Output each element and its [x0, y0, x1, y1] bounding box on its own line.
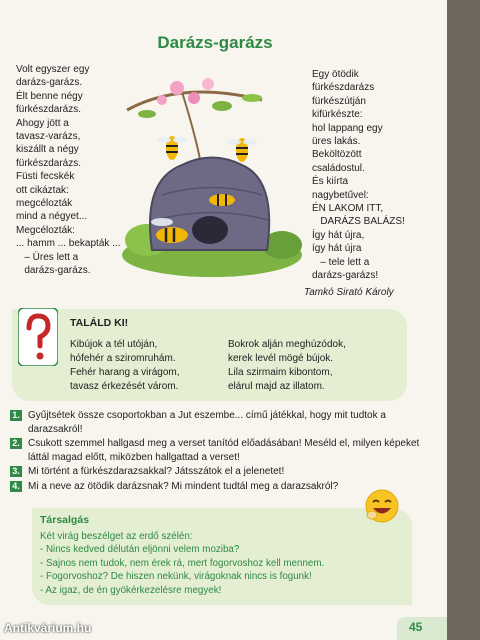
page-title: Darázs-garázs	[157, 33, 273, 52]
watermark: Antikvárium.hu	[4, 621, 92, 635]
poem-author: Tamkó Sirató Károly	[304, 287, 394, 298]
page-number: 45	[409, 620, 423, 634]
task-number: 3.	[10, 466, 22, 477]
wasp-nest-illustration	[122, 70, 302, 280]
task-list	[10, 409, 430, 494]
task-number: 4.	[10, 481, 22, 492]
question-mark-icon	[18, 308, 58, 366]
task-number: 2.	[10, 438, 22, 449]
dialog-title: Társalgás	[40, 514, 90, 526]
riddle-right: Bokrok alján meghúzódok, kerek levél mögé bújok. Lila szirmaim kibontom, elárul majd az illatom.	[228, 339, 346, 392]
task-text: Gyűjtsétek össze csoportokban a Jut eszembe... című játékkal, hogy mit tudtok a darazsakról!	[28, 410, 386, 435]
dialog-text: Két virág beszélget az erdő szélén: - Nincs kedved délután eljönni velem moziba? - Sajnos nem tudok, nem érek rá, mert fogorvoshoz kell mennem. - Fogorvoshoz? De hiszen nekünk, virágoknak nincs is fogunk! - Az igaz, de én gyökérkezelésre megyek!	[40, 531, 325, 596]
task-item	[10, 409, 430, 436]
wasp	[209, 194, 235, 206]
poem-right-column: Egy ötödik fürkészdarázs fürkészútján kifürkészte: hol lappang egy üres lakás. Beköltözött családostul. És kiírta nagybetűvel: ÉN LAKOM ITT, DARÁZS BALÁZS! Így hát újra, így hát újra – tele lett a darázs-garázs!	[312, 69, 405, 282]
task-text: Csukott szemmel hallgasd meg a verset tanítód előadásában! Meséld el, milyen képeket láttál magad előtt, miközben hallgattad a verset!	[28, 438, 420, 463]
riddle-left: Kibújok a tél utóján, hófehér a sziromruhám. Fehér harang a virágom, tavasz érkezését várom.	[70, 339, 180, 392]
poem-left-column: Volt egyszer egy darázs-garázs. Élt benne négy fürkészdarázs. Ahogy jött a tavasz-varázs, kiszállt a négy fürkészdarázs. Füsti fecskék ott cikáztak: megcélozták mind a négyet... Megcélozták: ... hamm ... bekapták ... – Üres lett a darázs-garázs.	[16, 64, 121, 277]
wasp	[227, 138, 257, 162]
riddle-title: TALÁLD KI!	[70, 317, 129, 329]
task-text: Mi a neve az ötödik darázsnak? Mi mindent tudtál meg a darazsakról?	[28, 480, 339, 492]
task-text: Mi történt a fürkészdarazsakkal? Játsszátok el a jelenetet!	[28, 466, 285, 477]
wasp	[157, 136, 187, 160]
task-item	[10, 465, 430, 479]
laughing-face-icon	[364, 488, 400, 524]
task-number: 1.	[10, 410, 22, 421]
task-item	[10, 437, 430, 464]
